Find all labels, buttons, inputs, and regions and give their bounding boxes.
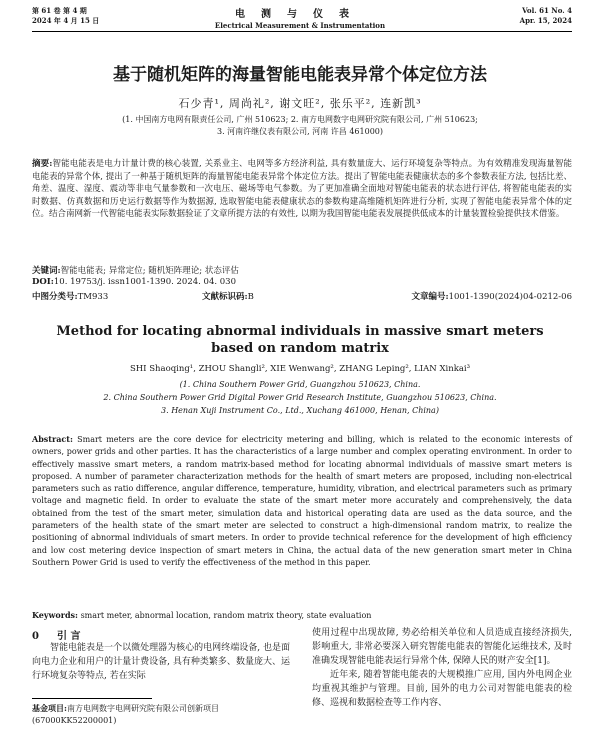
header-center	[0, 5, 600, 30]
affiliations-en	[0, 378, 600, 417]
clc-label: 中图分类号:	[32, 292, 78, 302]
journal-name-en: Electrical Measurement & Instrumentation	[214, 21, 386, 30]
abstract-cn	[32, 158, 572, 221]
intro-right-column	[312, 626, 572, 710]
keywords-cn-text: 智能电能表; 异常定位; 随机矩阵理论; 状态评估	[60, 266, 239, 276]
footnote-divider	[32, 698, 152, 699]
affiliation-cn-line: (1. 中国南方电网有限责任公司, 广州 510623; 2. 南方电网数字电网研究院有限公司, 广州 510623;	[122, 115, 478, 124]
article-value: 1001-1390(2024)04-0212-06	[448, 292, 572, 302]
date-cn: 2024 年 4 月 15 日	[32, 16, 100, 25]
document-code	[202, 290, 254, 302]
doi-text: 10. 19753/j. issn1001-1390. 2024. 04. 030	[53, 277, 236, 287]
authors-cn: 石少青¹, 周尚礼², 谢文旺², 张乐平², 连新凯³	[178, 97, 422, 110]
affiliation-en-line: 2. China Southern Power Grid Digital Power Grid Research Institute, Guangzhou 510623, China.	[103, 393, 497, 402]
affiliation-en-line: (1. China Southern Power Grid, Guangzhou 510623, China.	[179, 380, 421, 389]
section-number: 0	[32, 631, 39, 642]
section-heading	[32, 627, 80, 642]
keywords-cn	[32, 264, 239, 276]
clc-number	[32, 290, 108, 302]
clc-value: TM933	[77, 292, 109, 302]
volume-issue-en: Vol. 61 No. 4	[522, 6, 572, 15]
doi-label: DOI:	[32, 277, 54, 287]
intro-paragraph: 使用过程中出现故障, 势必给相关单位和人员造成直接经济损失, 影响重大, 非常必要深入研究智能电能表的智能化运维技术, 及时准确发现智能电能表运行异常个体, 保障人民的财产安全[1]。	[312, 628, 572, 666]
title-en-line: based on random matrix	[211, 341, 389, 356]
journal-name-cn: 电测与仪表	[235, 9, 365, 20]
funding-label: 基金项目:	[32, 703, 67, 713]
abstract-en-label: Abstract:	[32, 434, 73, 444]
keywords-en	[32, 610, 572, 620]
funding-note	[32, 702, 290, 727]
section-title: 引 言	[56, 631, 81, 642]
doi	[32, 277, 236, 287]
abstract-cn-label: 摘要:	[32, 159, 53, 169]
article-label: 文章编号:	[411, 292, 449, 302]
keywords-cn-label: 关键词:	[32, 266, 61, 276]
abstract-cn-text: 智能电能表是电力计量计费的核心装置, 关系业主、电网等多方经济利益, 具有数量庞大、运行环境复杂等特点。为有效精准发现海量智能电能表的异常个体, 提出了一种基于随机矩阵的海量智能电能表异常个体定位方法。提出了智能电能表健康状态的多个参数表征方法, 包括比差、角差、温度、湿度、震动等非电气量参数和一次电压、磁场等电气参数。为了更加准确全面地对智能电能表的状态进行评估, 将智能电能表的实时数据、仿真数据和历史运行数据等作为数据源, 选取智能电能表健康状态的参数构建高维随机矩阵进行分析, 实现了智能电能表异常个体的定位。结合南网新一代智能电能表实际数据验证了文章所提方法的有效性, 以期为我国智能电能表发展提供低成本的计量装置检验提供技术借鉴。	[32, 159, 572, 219]
date-en: Apr. 15, 2024	[519, 16, 572, 25]
article-id	[411, 290, 572, 302]
affiliation-en-line: 3. Henan Xuji Instrument Co., Ltd., Xuchang 461000, Henan, China)	[161, 406, 439, 415]
volume-issue-cn: 第 61 卷 第 4 期	[32, 6, 87, 15]
title-en	[0, 323, 600, 357]
abstract-en-text: Smart meters are the core device for electricity metering and billing, which is related to the economic interests of owners, power grids and other parties. It has the characteristics of a large number and complex operating environment. In order to effectively massive smart meters, a random matrix-based method for locating abnormal individuals of massive smart meters is proposed. A number of parameter characterization methods for the health of smart meters are proposed, including non-electrical parameters such as ratio difference, angular difference, temperature, humidity, vibration, and electrical parameters such as primary voltage and magnetic field. In order to evaluate the state of the smart meter more accurately and comprehensively, the data obtained from the test of the smart meter, simulation data and historical operating data are used as the data source, and the parameters of the health state of the smart meter are selected to construct a high-dimensional random matrix, to realize the positioning of abnormal individuals of smart meters. In order to provide technical reference for the development of high efficiency and low cost metering device inspection of smart meters in China, the actual data of the new generation smart meter in China Southern Power Grid is used to verify the effectiveness of the method in this paper.	[32, 435, 572, 567]
header-divider	[32, 31, 572, 32]
abstract-en	[32, 433, 572, 569]
authors-en: SHI Shaoqing¹, ZHOU Shangli², XIE Wenwang², ZHANG Leping², LIAN Xinkai³	[129, 364, 471, 374]
intro-paragraph: 近年来, 随着智能电能表的大规模推广应用, 国内外电网企业均重视其维护与管理。目前, 国外的电力公司对智能电能表的检修、巡视和数据检查等工作内容、	[312, 670, 572, 708]
keywords-en-label: Keywords:	[32, 610, 79, 620]
title-en-line: Method for locating abnormal individuals in massive smart meters	[56, 324, 544, 339]
affiliation-cn-line: 3. 河南许继仪表有限公司, 河南 许昌 461000)	[216, 127, 383, 136]
affiliations-cn	[0, 114, 600, 138]
header-right	[520, 6, 572, 26]
keywords-en-text: smart meter, abnormal location, random matrix theory, state evaluation	[80, 611, 372, 620]
doc-value: B	[247, 292, 254, 302]
intro-left-column: 智能电能表是一个以微处理器为核心的电网终端设备, 也是面向电力企业和用户的计量计费设备, 具有种类繁多、数量庞大、运行环境复杂等特点, 若在实际	[32, 643, 290, 681]
funding-text: 南方电网数字电网研究院有限公司创新项目(67000KK52200001)	[32, 704, 219, 725]
title-cn: 基于随机矩阵的海量智能电能表异常个体定位方法	[113, 65, 487, 85]
doc-label: 文献标识码:	[202, 292, 248, 302]
